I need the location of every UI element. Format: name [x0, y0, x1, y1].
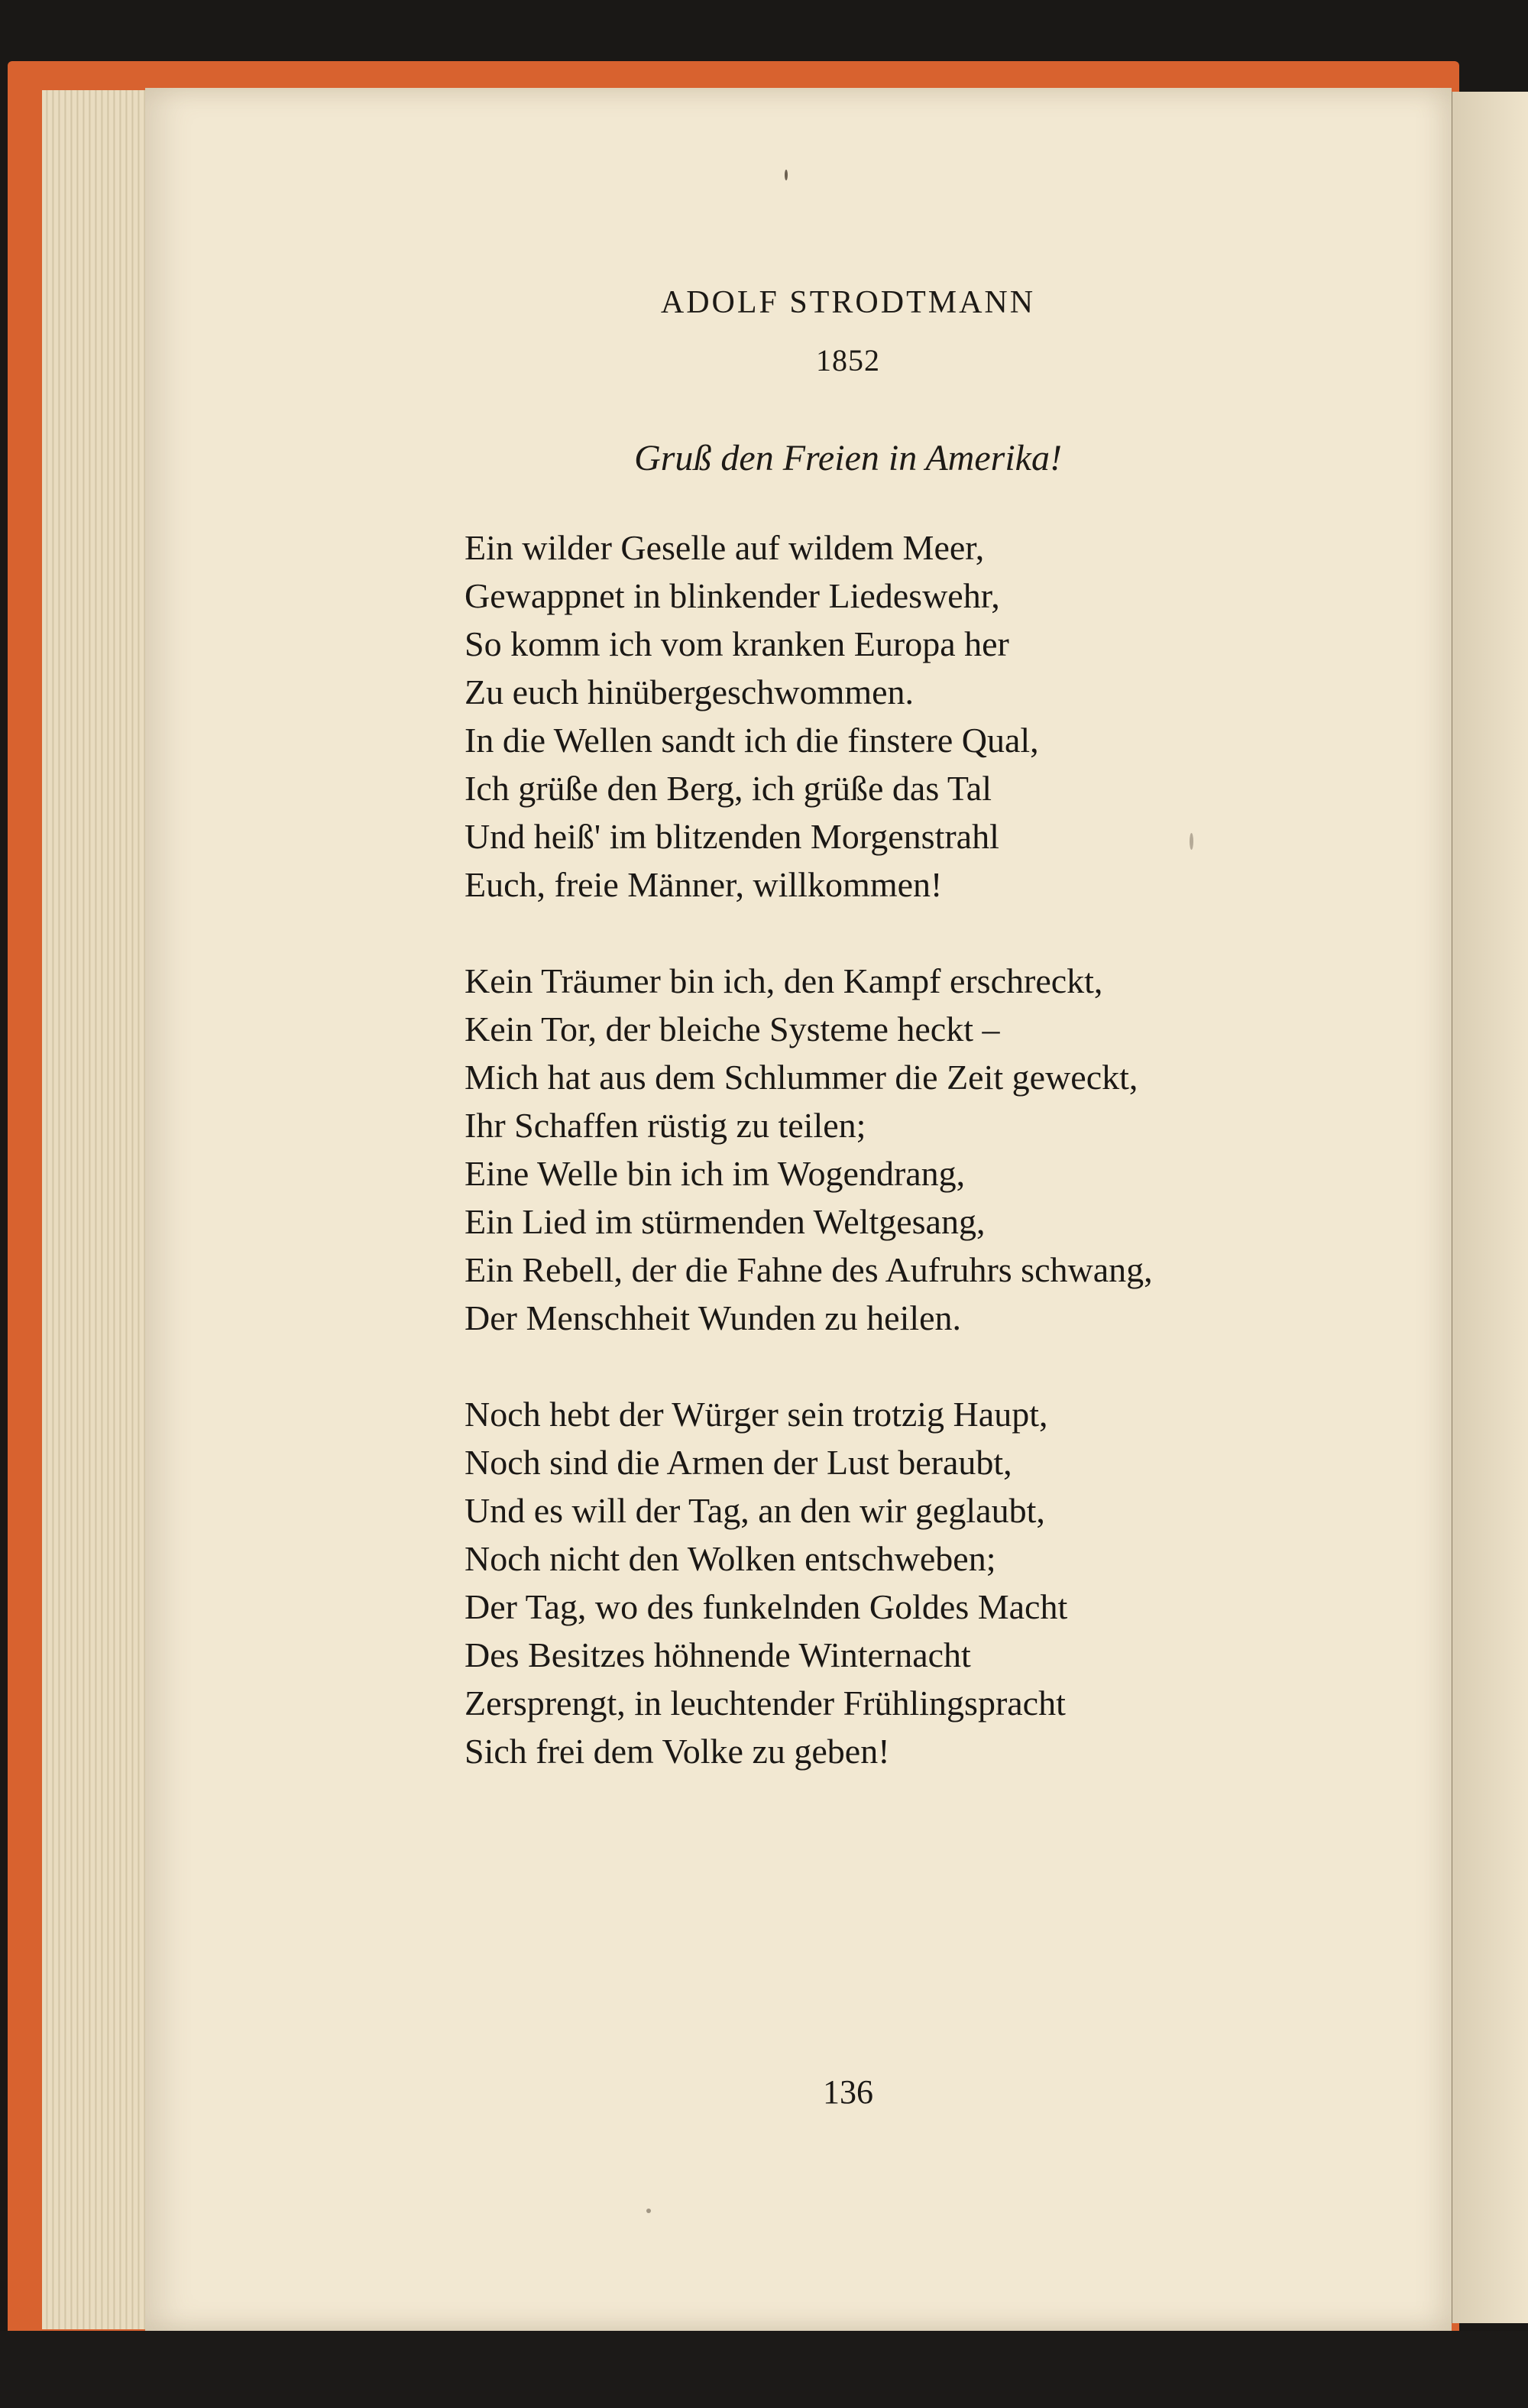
stanza — [465, 957, 1153, 1342]
poem-line: Kein Tor, der bleiche Systeme heckt – — [465, 1010, 1000, 1048]
poem-line: Noch nicht den Wolken entschweben; — [465, 1539, 996, 1578]
poem-line: Der Menschheit Wunden zu heilen. — [465, 1298, 962, 1337]
author-name: ADOLF STRODTMANN — [660, 285, 1036, 320]
poem-line: Eine Welle bin ich im Wogendrang, — [465, 1154, 966, 1193]
poem-line: In die Wellen sandt ich die finstere Qual, — [465, 721, 1039, 760]
poem-line: Noch hebt der Würger sein trotzig Haupt, — [465, 1395, 1048, 1434]
poem-title: Gruß den Freien in Amerika! — [634, 438, 1062, 478]
poem-line: Ich grüße den Berg, ich grüße das Tal — [465, 769, 992, 808]
stanza — [465, 1390, 1153, 1775]
poem-line: Ihr Schaffen rüstig zu teilen; — [465, 1106, 866, 1145]
stanza — [465, 523, 1153, 909]
poem-line: Ein Lied im stürmenden Weltgesang, — [465, 1202, 986, 1241]
facing-page-edge — [1450, 92, 1528, 2323]
paper-speck — [1190, 833, 1193, 850]
poem-line: Kein Träumer bin ich, den Kampf erschreckt, — [465, 961, 1103, 1000]
paper-speck — [785, 170, 788, 180]
poem-line: Ein Rebell, der die Fahne des Aufruhrs schwang, — [465, 1250, 1153, 1289]
poem-line: Ein wilder Geselle auf wildem Meer, — [465, 528, 985, 567]
poem-line: Zu euch hinübergeschwommen. — [465, 672, 915, 711]
poem-line: Gewappnet in blinkender Liedeswehr, — [465, 576, 1000, 615]
page-number: 136 — [823, 2073, 873, 2111]
poem-line: Und heiß' im blitzenden Morgenstrahl — [465, 817, 999, 856]
scan-background — [0, 2331, 1528, 2408]
poem-body — [465, 523, 1153, 1823]
poem-line: Mich hat aus dem Schlummer die Zeit geweckt, — [465, 1058, 1138, 1097]
poem-line: Sich frei dem Volke zu geben! — [465, 1732, 890, 1771]
poem-line: Noch sind die Armen der Lust beraubt, — [465, 1443, 1012, 1482]
poem-line: Zersprengt, in leuchtender Frühlingspracht — [465, 1684, 1066, 1723]
page-edges — [42, 90, 157, 2329]
poem-line: Euch, freie Männer, willkommen! — [465, 865, 943, 904]
poem-year: 1852 — [816, 343, 880, 378]
poem-line: So komm ich vom kranken Europa her — [465, 624, 1009, 663]
paper-speck — [646, 2209, 651, 2213]
poem-line: Des Besitzes höhnende Winternacht — [465, 1635, 971, 1674]
poem-line: Und es will der Tag, an den wir geglaubt, — [465, 1491, 1045, 1530]
poem-line: Der Tag, wo des funkelnden Goldes Macht — [465, 1587, 1068, 1626]
